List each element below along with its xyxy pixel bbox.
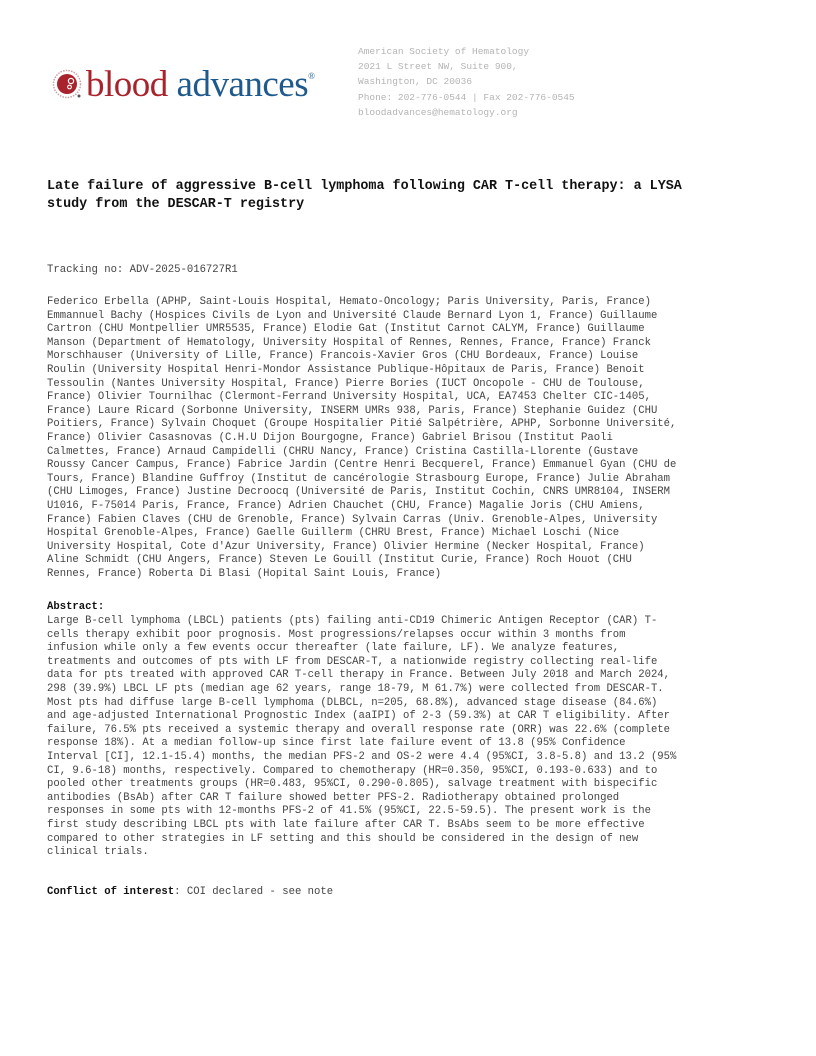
author-line: Manson (Department of Hematology, University Hospital of Rennes, Rennes, France, France) Franck	[47, 336, 651, 349]
abstract-line: and age-adjusted International Prognostic Index (aaIPI) of 2-3 (59.3%) at CAR T eligibility. After	[47, 710, 671, 723]
abstract-line: compared to other strategies in LF setting and this should be considered in the design of new	[47, 832, 639, 845]
abstract-line: cells therapy exhibit poor prognosis. Most progressions/relapses occur within 3 months from	[47, 628, 626, 641]
abstract-line: infusion while only a few events occur thereafter (late failure, LF). We analyze features,	[47, 642, 620, 655]
coi-separator: :	[174, 886, 187, 898]
author-line: Roussy Cancer Campus, France) Fabrice Jardin (Centre Henri Becquerel, France) Emmanuel Gyan (CHU de	[47, 459, 677, 472]
author-line: France) Olivier Casasnovas (C.H.U Dijon Bourgogne, France) Gabriel Brisou (Institut Paoli	[47, 431, 613, 444]
author-line: France) Fabien Claves (CHU de Grenoble, France) Sylvain Carras (Univ. Grenoble-Alpes, University	[47, 513, 658, 526]
author-line: Tessoulin (Nantes University Hospital, France) Pierre Bories (IUCT Oncopole - CHU de Toulouse,	[47, 377, 645, 390]
abstract-line: Most pts had diffuse large B-cell lymphoma (DLBCL, n=205, 68.8%), advanced stage disease (84.6%)	[47, 696, 658, 709]
address-street: 2021 L Street NW, Suite 900,	[358, 61, 518, 73]
title-line: study from the DESCAR-T registry	[47, 196, 305, 212]
abstract-body	[47, 615, 787, 860]
abstract-line: treatments and outcomes of pts with LF from DESCAR-T, a nationwide registry collecting real-life	[47, 655, 658, 668]
article-title	[47, 178, 777, 213]
abstract-line: Large B-cell lymphoma (LBCL) patients (pts) failing anti-CD19 Chimeric Antigen Receptor (CAR) T-	[47, 615, 658, 627]
author-line: Roulin (University Hospital Henri-Mondor Assistance Publique-Hôpitaux de Paris, France) Benoit	[47, 363, 645, 376]
coi-label: Conflict of interest	[47, 886, 175, 898]
abstract-heading: Abstract:	[47, 601, 105, 613]
abstract-line: failure, 76.5% pts received a systemic therapy and overall response rate (ORR) was 22.6% (complete	[47, 723, 671, 736]
abstract-line: antibodies (BsAb) after CAR T failure showed better PFS-2. Radiotherapy obtained prolonged	[47, 791, 620, 804]
address-org: American Society of Hematology	[358, 46, 530, 57]
author-line: Calmettes, France) Arnaud Campidelli (CHRU Nancy, France) Cristina Castilla-Llorente (Gustave	[47, 445, 639, 458]
conflict-of-interest	[47, 886, 333, 898]
logo-word-advances: advances	[176, 63, 309, 105]
ash-seal-icon	[52, 69, 82, 99]
author-line: Hospital Grenoble-Alpes, France) Gaelle Guillerm (CHRU Brest, France) Michael Loschi (Nice	[47, 527, 620, 540]
publisher-address	[358, 44, 575, 120]
author-line: Rennes, France) Roberta Di Blasi (Hopital Saint Louis, France)	[47, 567, 442, 580]
logo-word-blood: blood	[86, 63, 168, 105]
abstract-line: response 18%). At a median follow-up since first late failure event of 13.8 (95% Confidence	[47, 737, 626, 750]
author-line: Aline Schmidt (CHU Angers, France) Steven Le Gouill (Institut Curie, France) Roch Houot (CHU	[47, 554, 632, 567]
author-line: (CHU Limoges, France) Justine Decroocq (Université de Paris, Institut Cochin, CNRS UMR8104, INSERM	[47, 486, 671, 499]
author-line: Federico Erbella (APHP, Saint-Louis Hospital, Hemato-Oncology; Paris University, Paris, France)	[47, 296, 651, 308]
blood-advances-logo	[52, 62, 314, 106]
author-line: France) Olivier Tournilhac (Clermont-Ferrand University Hospital, UCA, EA7453 Chelter CIC-1405,	[47, 391, 651, 404]
address-phone-fax: Phone: 202-776-0544 | Fax 202-776-0545	[358, 91, 575, 103]
abstract-line: CI, 9.6-18) months, respectively. Compared to chemotherapy (HR=0.350, 95%CI, 0.193-0.633) and to	[47, 764, 658, 777]
abstract-line: data for pts treated with approved CAR T-cell therapy in France. Between July 2018 and March 2024,	[47, 669, 671, 682]
author-line: Cartron (CHU Montpellier UMR5535, France) Elodie Gat (Institut Carnot CALYM, France) Guillaume	[47, 323, 645, 336]
logo-wordmark	[86, 63, 315, 105]
abstract-line: first study describing LBCL pts with late failure after CAR T. BsAbs seem to be more effective	[47, 818, 645, 831]
tracking-number: Tracking no: ADV-2025-016727R1	[47, 264, 238, 276]
author-line: Poitiers, France) Sylvain Choquet (Groupe Hospitalier Pitié Salpétrière, APHP, Sorbonne Université,	[47, 418, 677, 431]
abstract-line: responses in some pts with 12-months PFS-2 of 41.5% (95%CI, 22.5-59.5). The present work is the	[47, 805, 651, 818]
abstract-line: clinical trials.	[47, 846, 149, 859]
author-line: France) Laure Ricard (Sorbonne University, INSERM UMRs 938, Paris, France) Stephanie Guidez (CHU	[47, 404, 658, 417]
author-line: Emmannuel Bachy (Hospices Civils de Lyon and Université Claude Bernard Lyon 1, France) Guillaume	[47, 309, 658, 322]
author-line: University Hospital, Cote d'Azur University, France) Olivier Hermine (Necker Hospital, France)	[47, 540, 645, 553]
abstract-line: 298 (39.9%) LBCL LF pts (median age 62 years, range 18-79, M 61.7%) were collected from DESCAR-T.	[47, 682, 664, 695]
abstract-line: pooled other treatments groups (HR=0.483, 95%CI, 0.290-0.805), salvage treatment with bispecific	[47, 778, 658, 791]
title-line: Late failure of aggressive B-cell lymphoma following CAR T-cell therapy: a LYSA	[47, 179, 682, 194]
address-city: Washington, DC 20036	[358, 76, 473, 88]
abstract-line: Interval [CI], 12.1-15.4) months, the median PFS-2 and OS-2 were 4.4 (95%CI, 3.8-5.8) and 13.2 (95%	[47, 750, 677, 763]
coi-value: COI declared - see note	[186, 886, 334, 898]
author-line: Tours, France) Blandine Guffroy (Institut de cancérologie Strasbourg Europe, France) Julie Abraham	[47, 472, 671, 485]
registered-mark: ®	[308, 70, 315, 81]
author-line: U1016, F-75014 Paris, France, France) Adrien Chauchet (CHU, France) Magalie Joris (CHU Amiens,	[47, 499, 645, 512]
address-email: bloodadvances@hematology.org	[358, 106, 518, 118]
author-line: Morschhauser (University of Lille, France) Francois-Xavier Gros (CHU Bordeaux, France) Louise	[47, 350, 639, 363]
author-list	[47, 296, 787, 581]
